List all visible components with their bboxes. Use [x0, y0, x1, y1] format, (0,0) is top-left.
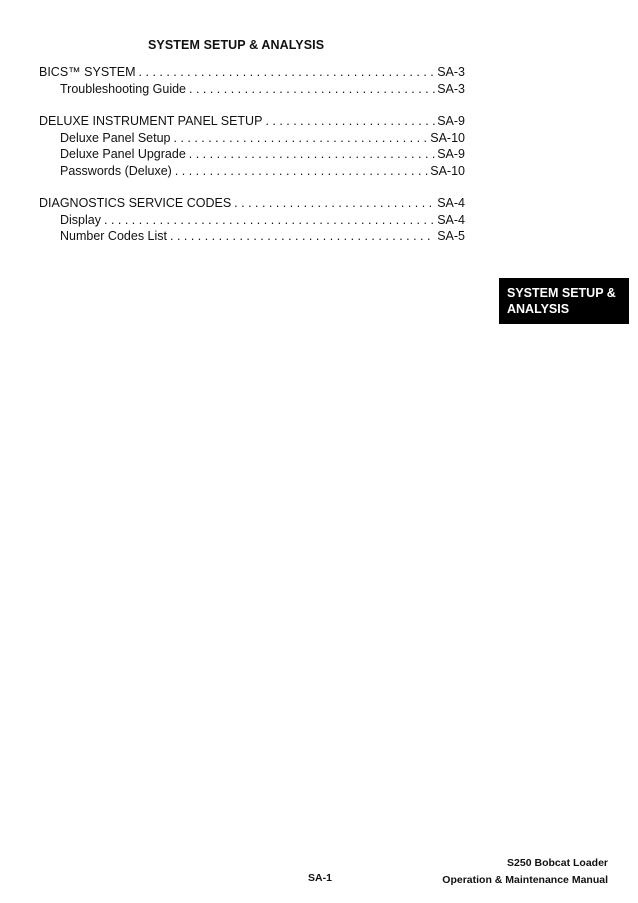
toc-group — [39, 113, 465, 179]
toc-entry[interactable] — [39, 195, 465, 212]
toc-leader-dots — [174, 130, 429, 147]
toc-entry[interactable] — [39, 130, 465, 147]
toc-entry-label: BICS™ SYSTEM — [39, 65, 136, 79]
toc-entry-label: Deluxe Panel Upgrade — [60, 147, 186, 161]
toc-entry-label: Display — [60, 212, 101, 227]
toc-group — [39, 64, 465, 97]
page-title: SYSTEM SETUP & ANALYSIS — [148, 38, 325, 52]
footer-manual-title: Operation & Maintenance Manual — [442, 874, 608, 886]
toc-entry-page: SA-10 — [430, 163, 465, 178]
toc-entry-page: SA-9 — [437, 147, 465, 161]
toc-leader-dots — [189, 146, 435, 163]
toc-entry-page: SA-4 — [437, 196, 465, 210]
section-tab[interactable] — [499, 278, 629, 324]
footer-model: S250 Bobcat Loader — [507, 857, 608, 869]
section-tab-line1: SYSTEM SETUP & — [507, 286, 616, 300]
toc-entry[interactable] — [39, 81, 465, 98]
toc-entry-label: DELUXE INSTRUMENT PANEL SETUP — [39, 114, 263, 128]
toc-entry-page: SA-3 — [437, 65, 465, 79]
toc-leader-dots — [139, 64, 436, 81]
toc-entry-page: SA-4 — [437, 212, 465, 227]
toc-entry[interactable] — [39, 163, 465, 180]
toc-entry-label: Passwords (Deluxe) — [60, 163, 172, 178]
toc-leader-dots — [234, 195, 435, 212]
toc-entry-label: Number Codes List — [60, 229, 167, 243]
toc-entry-label: DIAGNOSTICS SERVICE CODES — [39, 196, 232, 210]
toc-leader-dots — [175, 163, 428, 180]
toc-leader-dots — [170, 228, 435, 245]
toc-entry-label: Troubleshooting Guide — [60, 81, 187, 96]
toc-entry[interactable] — [39, 113, 465, 130]
toc-leader-dots — [265, 113, 435, 130]
toc-entry[interactable] — [39, 228, 465, 245]
toc-group — [39, 195, 465, 245]
table-of-contents — [39, 64, 465, 261]
toc-entry-page: SA-9 — [437, 114, 465, 128]
toc-entry-page: SA-3 — [437, 81, 465, 96]
section-tab-line2: ANALYSIS — [507, 302, 570, 316]
toc-leader-dots — [104, 212, 435, 229]
toc-leader-dots — [189, 81, 435, 98]
toc-entry-label: Deluxe Panel Setup — [60, 130, 171, 145]
footer-page-number: SA-1 — [308, 872, 332, 884]
toc-entry[interactable] — [39, 212, 465, 229]
toc-entry[interactable] — [39, 146, 465, 163]
toc-entry-page: SA-10 — [430, 130, 465, 145]
footer-manual-info — [442, 855, 608, 889]
toc-entry[interactable] — [39, 64, 465, 81]
toc-entry-page: SA-5 — [437, 229, 465, 243]
